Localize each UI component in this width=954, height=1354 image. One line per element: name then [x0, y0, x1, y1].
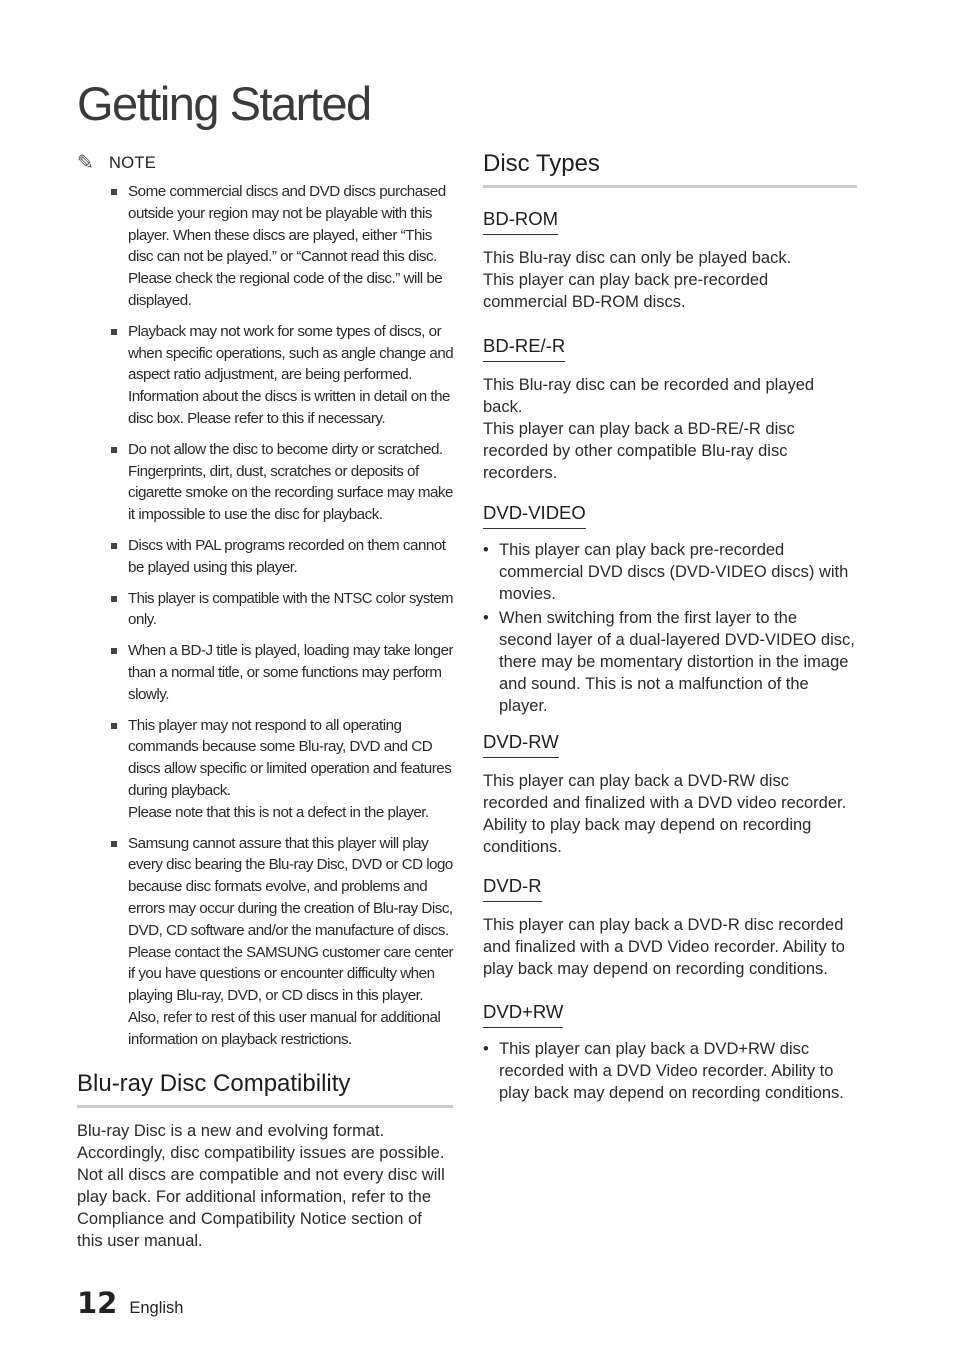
note-text-line: Do not allow the disc to become dirty or scratched.	[128, 440, 443, 458]
note-item	[77, 535, 453, 579]
square-bullet-icon	[111, 329, 117, 335]
disc-type-dvd-plus-rw	[483, 1001, 857, 1104]
square-bullet-icon	[111, 648, 117, 654]
square-bullet-icon	[111, 189, 117, 195]
note-text-line: player. When these discs are played, either “This	[128, 226, 432, 244]
text-line: back.	[483, 398, 523, 416]
page-number: 12	[77, 1286, 118, 1320]
text-line: • When switching from the first layer to the	[499, 609, 798, 627]
note-text-line: Some commercial discs and DVD discs purchased	[128, 183, 446, 200]
note-text-line: This player is compatible with the NTSC color system	[128, 589, 454, 607]
note-text-line: Please note that this is not a defect in the player.	[128, 803, 429, 821]
disc-type-dvd-r	[483, 875, 857, 980]
note-text-line: Fingerprints, dirt, dust, scratches or deposits of	[128, 462, 419, 480]
note-text-line: Information about the discs is written in detail on the	[128, 388, 451, 406]
note-text-line: slowly.	[128, 685, 169, 703]
text-line: player.	[499, 697, 548, 715]
text-line: this user manual.	[77, 1232, 203, 1251]
text-line: Not all discs are compatible and not every disc will	[77, 1166, 445, 1185]
subheading-dvd-video: DVD-VIDEO	[483, 502, 586, 529]
disc-type-dvd-rw	[483, 731, 857, 858]
text-line: This player can play back a BD-RE/-R disc	[483, 420, 795, 438]
text-line: recorders.	[483, 464, 558, 482]
note-text-line: aspect ratio adjustment, are being performed.	[128, 366, 412, 384]
text-line: conditions.	[483, 838, 562, 856]
text-line: play back may depend on recording conditions.	[483, 960, 828, 978]
section-title-compatibility: Blu-ray Disc Compatibility	[77, 1070, 453, 1108]
subheading-dvd-plus-rw: DVD+RW	[483, 1001, 563, 1028]
note-text-line: information on playback restrictions.	[128, 1030, 352, 1048]
note-item	[77, 181, 453, 312]
page-language: English	[129, 1299, 184, 1317]
note-text-line: discs allow specific or limited operation and features	[128, 760, 452, 778]
note-label: NOTE	[109, 153, 157, 172]
blu-ray-compatibility-section	[77, 1070, 453, 1252]
note-text-line: Samsung cannot assure that this player will play	[128, 834, 429, 852]
note-text-line: This player may not respond to all operating	[128, 716, 402, 734]
note-text-line: cigarette smoke on the recording surface may make	[128, 484, 453, 502]
note-text-line: when specific operations, such as angle change and	[128, 344, 454, 362]
text-line: commercial BD-ROM discs.	[483, 293, 686, 311]
text-line: recorded with a DVD Video recorder. Ability to	[499, 1062, 834, 1080]
right-column	[483, 150, 857, 1106]
square-bullet-icon	[111, 723, 117, 729]
note-item	[77, 715, 453, 824]
square-bullet-icon	[111, 447, 117, 453]
text-line: and sound. This is not a malfunction of the	[499, 675, 809, 693]
dvd-plus-rw-list	[483, 1038, 857, 1104]
text-line: Accordingly, disc compatibility issues are possible.	[77, 1144, 445, 1163]
disc-type-bd-rom	[483, 208, 857, 313]
note-list	[77, 181, 453, 1050]
text-line: This Blu-ray disc can be recorded and played	[483, 376, 815, 394]
bd-re-text	[483, 374, 857, 484]
text-line: commercial DVD discs (DVD-VIDEO discs) with	[499, 563, 849, 581]
bd-rom-text	[483, 247, 857, 313]
note-text-line: errors may occur during the creation of Blu-ray Disc,	[128, 899, 453, 917]
text-line: This player can play back a DVD-R disc recorded	[483, 916, 844, 934]
dvd-rw-text	[483, 770, 857, 858]
note-text-line: than a normal title, or some functions may perform	[128, 663, 442, 681]
note-text-line: disc box. Please refer to this if necessary.	[128, 409, 386, 427]
text-line: This player can play back pre-recorded	[483, 271, 769, 289]
note-item	[77, 588, 453, 632]
text-line: there may be momentary distortion in the image	[499, 653, 849, 671]
page-title: Getting Started	[77, 77, 371, 130]
text-line: play back may depend on recording conditions.	[499, 1084, 844, 1102]
text-line: Compliance and Compatibility Notice section of	[77, 1210, 422, 1229]
text-line: • This player can play back a DVD+RW disc	[499, 1040, 810, 1058]
text-line: • This player can play back pre-recorded	[499, 541, 785, 559]
square-bullet-icon	[111, 543, 117, 549]
square-bullet-icon	[111, 596, 117, 602]
note-text-line: only.	[128, 611, 157, 629]
note-text-line: outside your region may not be playable with this	[128, 204, 432, 222]
note-item	[77, 640, 453, 705]
note-text-line: if you have questions or encounter difficulty when	[128, 965, 435, 983]
list-item	[483, 539, 857, 605]
note-text-line: because disc formats evolve, and problems and	[128, 878, 428, 896]
section-title-disc-types: Disc Types	[483, 150, 857, 188]
note-text-line: playing Blu-ray, DVD, or CD discs in this player.	[128, 987, 424, 1005]
text-line: Blu-ray Disc is a new and evolving format.	[77, 1122, 385, 1141]
text-line: recorded by other compatible Blu-ray disc	[483, 442, 788, 460]
note-text-line: commands because some Blu-ray, DVD and CD	[128, 738, 433, 756]
subheading-bd-rom: BD-ROM	[483, 208, 558, 235]
compatibility-text	[77, 1120, 453, 1252]
note-header	[77, 152, 453, 174]
list-item	[483, 607, 857, 717]
note-text-line: every disc bearing the Blu-ray Disc, DVD or CD logo	[128, 856, 453, 874]
text-line: This player can play back a DVD-RW disc	[483, 772, 789, 790]
note-item	[77, 321, 453, 430]
note-text-line: Please contact the SAMSUNG customer care center	[128, 943, 454, 961]
text-line: Ability to play back may depend on recording	[483, 816, 812, 834]
dvd-video-list	[483, 539, 857, 717]
disc-type-dvd-video	[483, 502, 857, 717]
pencil-icon: ✎	[77, 152, 94, 174]
note-item	[77, 833, 453, 1051]
note-text-line: When a BD-J title is played, loading may take longer	[128, 642, 454, 660]
subheading-dvd-r: DVD-R	[483, 875, 542, 902]
note-item	[77, 439, 453, 526]
note-text-line: disc can not be played.” or “Cannot read this disc.	[128, 248, 437, 266]
note-text-line: be played using this player.	[128, 558, 298, 576]
note-text-line: Please check the regional code of the disc.” will be	[128, 270, 443, 288]
text-line: second layer of a dual-layered DVD-VIDEO disc,	[499, 631, 855, 649]
note-text-line: Also, refer to rest of this user manual for additional	[128, 1008, 441, 1026]
text-line: and finalized with a DVD Video recorder. Ability to	[483, 938, 845, 956]
text-line: recorded and finalized with a DVD video recorder.	[483, 794, 847, 812]
note-text-line: DVD, CD software and/or the manufacture of discs.	[128, 921, 449, 939]
subheading-bd-re: BD-RE/-R	[483, 335, 565, 362]
square-bullet-icon	[111, 841, 117, 847]
note-text-line: displayed.	[128, 291, 192, 309]
left-column	[77, 148, 453, 1252]
disc-type-bd-re	[483, 335, 857, 484]
text-line: play back. For additional information, refer to the	[77, 1188, 432, 1207]
page-footer	[77, 1286, 183, 1320]
subheading-dvd-rw: DVD-RW	[483, 731, 559, 758]
note-text-line: during playback.	[128, 781, 231, 799]
note-text-line: it impossible to use the disc for playback.	[128, 506, 383, 524]
dvd-r-text	[483, 914, 857, 980]
text-line: This Blu-ray disc can only be played back.	[483, 249, 792, 267]
note-text-line: Discs with PAL programs recorded on them cannot	[128, 536, 446, 554]
text-line: movies.	[499, 585, 556, 603]
list-item	[483, 1038, 857, 1104]
note-text-line: Playback may not work for some types of discs, or	[128, 322, 442, 340]
